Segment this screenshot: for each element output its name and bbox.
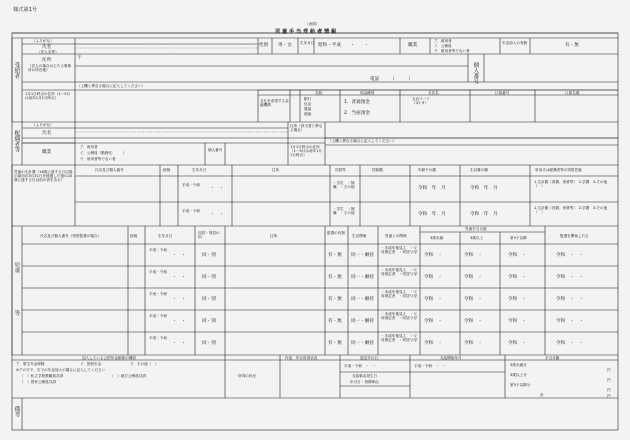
child-sub-third: 第3子以降 [510,236,527,240]
side-label: （表面） [305,22,320,26]
insurance-choice-2[interactable]: （ ）地方公務員共済 [110,374,146,378]
dep-header-living: 生計費の額 [470,168,488,172]
claimant-name-input[interactable] [76,45,260,55]
spouse-furigana-label: （ふりがな） [32,123,54,127]
child-header-start: 監護を開始した日 [560,234,589,238]
child-s4[interactable]: 令和 ・ ・ [556,319,584,324]
pension-value[interactable]: 有・無 [565,43,579,48]
child-s1[interactable]: 令和 ・ [424,253,443,258]
dep-header-relation: 続柄 [163,168,171,172]
remarks-label: 備考 [13,406,20,418]
dep-header-birth: 生年月日 [192,168,207,172]
bank-header-name: 名称 [315,91,323,95]
child-sub-under3: 3歳未満 [430,236,444,240]
insurance-option-a[interactable]: ア．厚生年金保険 [16,362,45,366]
claimant-name-sub: （法人名等） [37,50,59,54]
child-relation[interactable]: ・未成年後見人 ・父母指定者 ・同居父母 [381,290,417,299]
spouse-jan1-label: 1月1日時点の住所（1〜5月は前年1月1日時点） [290,145,323,158]
yen-3: 円 [607,388,611,392]
insurance-choice-3[interactable]: （ ）国家公務員共済 [20,380,56,384]
control-label: 認定年月日 [360,356,378,360]
amount-third: 第3子以降分 [510,383,531,387]
child-s1[interactable]: 令和 ・ [424,319,443,324]
control-row-1[interactable]: 平成・令和 ・ ・ [344,364,377,368]
spouse-occupation-label: 職業 [42,150,52,155]
remarks-input[interactable] [24,400,618,430]
child-s3[interactable]: 令和 ・ [508,341,527,346]
form-number: 様式第1号 [13,7,38,13]
dep-date[interactable]: ・ ・ [210,212,224,217]
child-header-birth: 生年月日 [158,234,173,238]
child-date[interactable]: ・ ・ [172,275,186,280]
child-s1[interactable]: 令和 ・ [424,341,443,346]
child-relation[interactable]: ・未成年後見人 ・父母指定者 ・同居父母 [381,246,417,255]
child-era[interactable]: 平成・令和 [149,314,167,318]
child-s3[interactable]: 令和 ・ [508,297,527,302]
bank-section-label: 支払を希望する金融機関 [260,99,289,108]
spouse-name-input[interactable] [77,129,289,139]
child-s3[interactable]: 令和 ・ [508,319,527,324]
child-livelihood[interactable]: 同一・継持 [351,341,374,346]
insurance-note: ※アの方で、右下の年金加入の場合に記入してください [16,368,106,372]
child-header-care: 監護の有無 [327,231,345,235]
child-header-relationship: 児童との関係 [385,234,407,238]
child-date[interactable]: ・ ・ [172,319,186,324]
claimant-furigana-label: （ふりがな） [32,39,54,43]
yen-1: 円 [607,368,611,372]
insurance-option-b[interactable]: イ．国民年金 [80,362,102,366]
dep-amount1[interactable]: 令和 年 月 [418,186,446,191]
gender-value[interactable]: 男・女 [278,43,292,48]
child-header-name: 氏名及び個人番号（別居監護の場合） [40,234,102,238]
child-s4[interactable]: 令和 ・ ・ [556,297,584,302]
dep-header-age-amount: 年齢千の額 [418,168,436,172]
spouse-address-input[interactable] [327,124,619,138]
claimant-section-label: 受給者 [13,62,20,79]
jan1-address-label: 1月1日時点の住所（1〜5月は前年1月1日時点） [25,92,71,101]
control-row-2[interactable]: 平成・令和 ・ ・ [414,364,447,368]
child-date[interactable]: ・ ・ [172,297,186,302]
child-livelihood[interactable]: 同一・継持 [351,253,374,258]
children-sub-label: 等 [13,310,20,316]
insurance-option-c[interactable]: ウ．その他（ ） [130,362,159,366]
dep-era[interactable]: 平成・令和 [182,183,200,187]
child-relation[interactable]: ・未成年後見人 ・父母指定者 ・同居父母 [381,268,417,277]
child-cohab[interactable]: 同・別 [202,275,216,280]
bank-type-4[interactable]: 漁協 [304,112,312,116]
amount-total: 計 [540,393,544,397]
payment-start-label: 支給開始年月 [440,356,462,360]
child-relation[interactable]: ・未成年後見人 ・父母指定者 ・同居父母 [381,312,417,321]
child-header-address: 住所 [270,234,278,238]
child-header-months: 児童手当月数 [465,227,487,231]
occupation-option-b[interactable]: イ．公務員 [434,44,452,48]
birth-value[interactable]: 昭和・平成 ・ ・ [318,43,369,48]
birth-label: 生年月日 [300,41,315,45]
yen-2: 円 [607,378,611,382]
address-history-label: 所得の状況 [238,374,256,378]
child-care[interactable]: 有・無 [328,297,342,302]
postal-mark: 〒 [77,56,82,61]
child-s2[interactable]: 令和 ・ [464,297,483,302]
spouse-personal-no-label: 個人番号 [208,148,223,152]
dependents-section-label: 児童の生計費（16歳に達する日以後の最初の3月31日を経過した後の20歳に達する日以前の者を含む） [14,170,73,183]
spouse-jan1-note: （上欄と異なる場合に記入してください） [328,139,397,143]
occupation-option-a[interactable]: ア．被用者 [434,39,452,43]
jan1-address-input[interactable] [78,92,258,120]
child-s1[interactable]: 令和 ・ [424,297,443,302]
amount-over3: 3歳以上分 [510,373,527,377]
spouse-name-label: 氏名 [42,131,52,136]
child-era[interactable]: 平成・令和 [149,292,167,296]
child-s2[interactable]: 令和 ・ [464,253,483,258]
child-s2[interactable]: 令和 ・ [464,275,483,280]
child-s1[interactable]: 令和 ・ [424,275,443,280]
bank-header-branch: 支店名 [428,91,439,95]
child-s2[interactable]: 令和 ・ [464,341,483,346]
bank-header-account: 口座番号 [495,91,510,95]
child-cohab[interactable]: 同・別 [202,341,216,346]
child-s4[interactable]: 令和 ・ ・ [556,341,584,346]
spouse-address-label: 住所（該当者と異なる場合） [290,124,323,133]
dep-date[interactable]: ・ ・ [210,186,224,191]
spouse-section-label: 配偶者等 [13,130,20,153]
child-cohab[interactable]: 同・別 [202,319,216,324]
child-cohab[interactable]: 同・別 [202,297,216,302]
children-section-label: 児童 [13,262,20,274]
dep-single[interactable]: 1.生計費（食費、家賃等） 2.学費 3.その他（ ） [534,180,608,189]
bank-type-2[interactable]: 信金 [304,102,312,106]
child-header-livelihood: 生計関係 [352,234,367,238]
insurance-choice-1[interactable]: （ ）私立学校教職員共済 [20,374,64,378]
claimant-name-label: 氏名 [42,45,52,50]
child-date[interactable]: ・ ・ [172,341,186,346]
form-title: 児 童 手 当 受 給 者 情 報 [275,29,337,35]
child-header-relation: 続柄 [130,234,138,238]
pension-label: 年金加入の有無 [502,41,528,45]
gender-label: 性別 [259,43,269,48]
child-livelihood[interactable]: 同一・継持 [351,319,374,324]
occupation-option-c[interactable]: ウ．被用者等でない者 [434,49,470,53]
child-care[interactable]: 有・無 [328,253,342,258]
dep-header-deduction: 控除額 [372,168,383,172]
dep-header-status: 同居等 [335,168,346,172]
dep-era[interactable]: 平成・令和 [182,209,200,213]
child-s2[interactable]: 令和 ・ [464,319,483,324]
occupation-label: 職業 [408,43,418,48]
child-cohab[interactable]: 同・別 [202,253,216,258]
child-care[interactable]: 有・無 [328,319,342,324]
spouse-occupation-a[interactable]: ア．被用者 [80,145,98,149]
child-s4[interactable]: 令和 ・ ・ [556,253,584,258]
dep-status[interactable]: ・学生 ・無職 ・その他 [333,207,355,216]
amount-under3: 3歳未満分 [510,363,527,367]
personal-no-label: 個人番号 [472,62,479,85]
child-date[interactable]: ・ ・ [172,253,186,258]
remark-label: 支給事由発生日 [352,374,378,378]
yen-4: 円 [607,394,611,398]
address-sub: （法人の場合は主たる事務所の所在地） [28,64,72,73]
phone-label: 電話 [370,77,380,82]
bank-header-type: 預金種別 [360,91,375,95]
jan1-note: （上欄と異なる場合に記入してください） [77,84,146,88]
child-s4[interactable]: 令和 ・ ・ [556,275,584,280]
dep-amount2[interactable]: 令和 年 月 [470,212,498,217]
amount-label: 手当月額 [545,356,560,360]
branch-code-label: 支店コード（3ケタ） [412,97,430,106]
child-livelihood[interactable]: 同一・継持 [351,297,374,302]
child-era[interactable]: 平成・令和 [149,248,167,252]
child-livelihood[interactable]: 同一・継持 [351,275,374,280]
child-s3[interactable]: 令和 ・ [508,253,527,258]
child-relation[interactable]: ・未成年後見人 ・父母指定者 ・同居父母 [381,334,417,343]
personal-no-input[interactable] [486,56,618,82]
dep-single[interactable]: 1.生計費（食費、家賃等） 2.学費 3.その他（ ） [534,206,608,215]
address-label: 住所 [42,58,52,63]
dep-status[interactable]: ・学生 ・無職 ・その他 [333,181,355,190]
phone-parens[interactable]: （ ） [390,77,413,82]
child-s3[interactable]: 令和 ・ [508,275,527,280]
child-era[interactable]: 平成・令和 [149,270,167,274]
deposit-type-2[interactable]: 2．当座預金 [344,111,370,116]
dep-amount2[interactable]: 令和 年 月 [470,186,498,191]
insurance-title: 加入している公的年金制度の種別 [82,356,136,360]
bank-type-3[interactable]: 農協 [304,107,312,111]
child-header-cohab: 同居・別居の別 [198,231,220,240]
spouse-occupation-b[interactable]: イ．公務員（勤務先： ） [80,151,127,155]
bank-type-1[interactable]: 銀行 [304,97,312,101]
child-sub-over3: 3歳以上 [470,236,484,240]
bank-header-holder: 口座名義 [565,91,580,95]
dep-header-name: 氏名及び個人番号 [95,168,124,172]
income-year-label: 作成 年分所得状況 [285,356,318,360]
date-sub-label: 年月日・再開事由 [350,380,379,384]
dep-amount1[interactable]: 令和 年 月 [418,212,446,217]
child-era[interactable]: 平成・令和 [149,336,167,340]
child-care[interactable]: 有・無 [328,341,342,346]
child-care[interactable]: 有・無 [328,275,342,280]
spouse-occupation-c[interactable]: ウ．被用者等でない者 [80,157,116,161]
deposit-type-1[interactable]: 1．普通預金 [344,100,370,105]
dep-header-single: 単身又は配偶者等の別居児童 [535,168,582,172]
dep-header-address: 住所 [272,168,280,172]
